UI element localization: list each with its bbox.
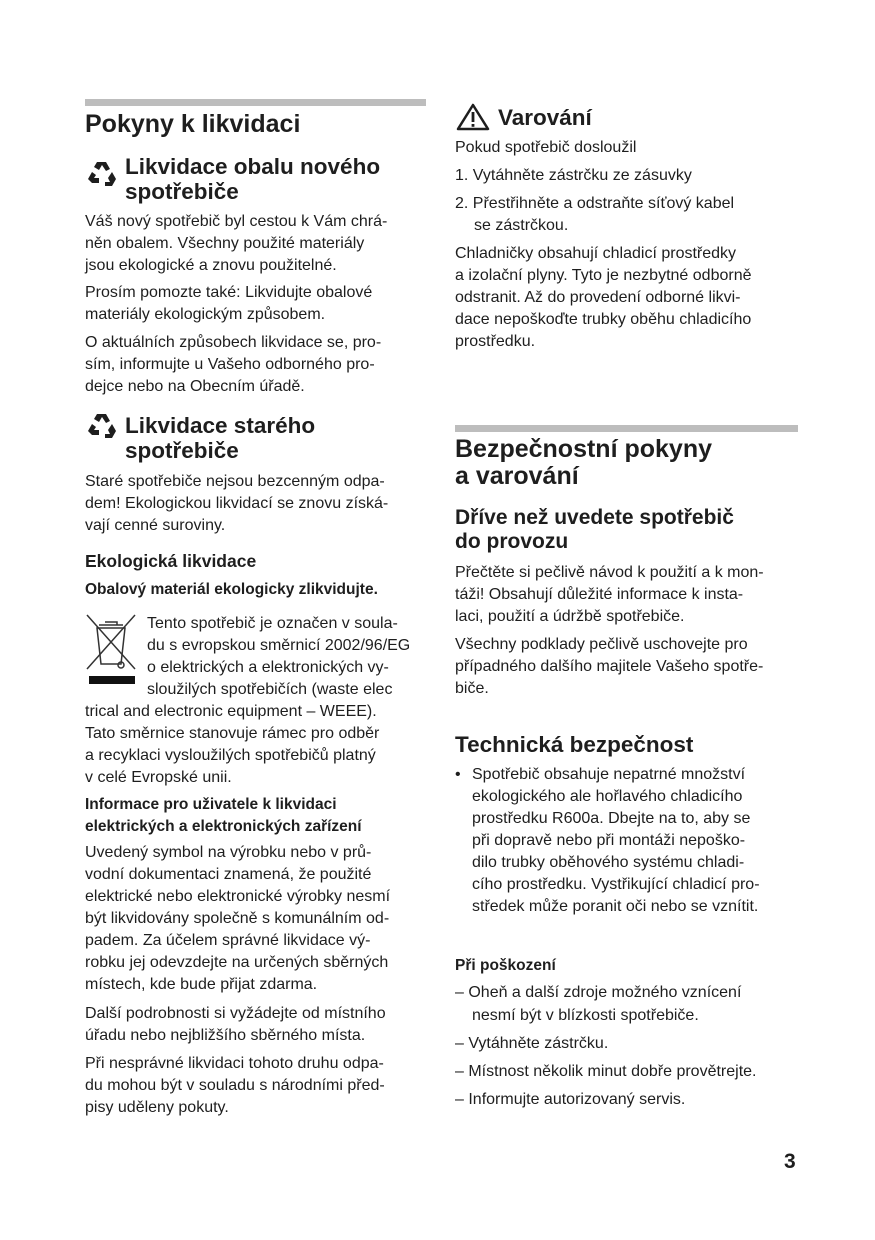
recycle-icon [87,160,117,188]
eco-subheading: Obalový materiál ekologicky zlikvidujte. [85,581,378,598]
text-line: a recyklaci vysloužilých spotřebičů platný [85,747,376,764]
subsection-heading: Technická bezpečnost [455,732,694,757]
step-item [455,193,734,215]
text-line: dejce nebo na Obecním úřadě. [85,378,305,395]
warning-title: Varování [498,105,592,130]
text-line: trical and electronic equipment – WEEE). [85,703,377,720]
text-line: O aktuálních způsobech likvidace se, pro- [85,334,382,351]
paragraph [85,842,390,996]
paragraph [455,137,636,159]
text-line: du s evropskou směrnicí 2002/96/EG [147,637,411,654]
paragraph [455,562,764,628]
text-line: Tento spotřebič je označen v soula- [147,615,398,632]
text-line: dace nepoškoďte trubky oběhu chladicího [455,311,752,328]
text-line: elektrických a elektronických zařízení [85,818,362,835]
text-line: prostředku. [455,333,536,350]
text-line: Staré spotřebiče nejsou bezcenným odpa- [85,473,385,490]
dash-item [455,1089,685,1111]
text-line: táži! Obsahují důležité informace k insta- [455,586,744,603]
bullet-item [472,764,760,918]
text-line: – Vytáhněte zástrčku. [455,1035,609,1052]
text-line: pisy uděleny pokuty. [85,1099,229,1116]
text-line: o elektrických a elektronických vy- [147,659,389,676]
text-line: Spotřebič obsahuje nepatrné množství [472,766,746,783]
text-line: případného dalšího majitele Vašeho spotře- [455,658,764,675]
text-line: spotřebiče [125,438,239,463]
text-line: 1. Vytáhněte zástrčku ze zásuvky [455,167,692,184]
text-line: Při nesprávné likvidaci tohoto druhu odpa- [85,1055,384,1072]
dash-item [455,982,741,1004]
text-line: Pokud spotřebič dosloužil [455,139,637,156]
text-line: dem! Ekologickou likvidací se znovu získá- [85,495,389,512]
text-line: – Místnost několik minut dobře provětrejte. [455,1063,757,1080]
text-line: něn obalem. Všechny použité materiály [85,235,365,252]
paragraph [85,211,387,277]
text-line: Dříve než uvedete spotřebič [455,506,734,529]
weee-text-continued [85,701,379,789]
text-line: Informace pro uživatele k likvidaci [85,796,337,813]
text-line: a izolační plyny. Tyto je nezbytné odborně [455,267,752,284]
text-line: být likvidovány společně s komunálním od- [85,910,390,927]
text-line: Další podrobnosti si vyžádejte od místního [85,1005,386,1022]
page-number: 3 [784,1150,796,1173]
eco-heading: Ekologická likvidace [85,551,257,571]
text-line: cího prostředku. Vystřikující chladicí pro- [472,876,760,893]
text-line: v celé Evropské unii. [85,769,232,786]
text-line: jsou ekologické a znovu použitelné. [85,257,337,274]
text-line: robku jej odevzdejte na určených sběrných [85,954,389,971]
text-line: vají cenné suroviny. [85,517,226,534]
recycle-icon [87,412,117,440]
section-title: Pokyny k likvidaci [85,110,301,138]
text-line: Likvidace starého [125,413,316,438]
paragraph [85,332,381,398]
text-line: středek může poranit oči nebo se vznítit. [472,898,759,915]
text-line: nesmí být v blízkosti spotřebiče. [472,1007,699,1024]
step-item [455,165,692,187]
warning-triangle-icon [456,103,490,131]
text-line: sím, informujte u Vašeho odborného pro- [85,356,375,373]
text-line: 2. Přestřihněte a odstraňte síťový kabel [455,195,735,212]
text-line: místech, kde bude přijat zdarma. [85,976,318,993]
text-line: Prosím pomozte také: Likvidujte obalové [85,284,373,301]
info-heading [85,794,362,838]
paragraph [85,282,372,326]
text-line: vodní dokumentaci znamená, že použité [85,866,372,883]
dash-item-continued [455,1005,699,1027]
text-line: Bezpečnostní pokyny [455,435,712,463]
text-line: ekologického ale hořlavého chladicího [472,788,743,805]
paragraph [455,243,751,353]
section-divider [455,425,798,432]
text-line: Chladničky obsahují chladicí prostředky [455,245,737,262]
text-line: Přečtěte si pečlivě návod k použití a k mon- [455,564,764,581]
text-line: laci, použití a údržbě spotřebiče. [455,608,685,625]
subsection-heading [455,506,734,554]
bullet-dot: • [455,766,461,783]
subsection-heading [125,154,380,204]
text-line: du mohou být v souladu s národními před- [85,1077,385,1094]
weee-text [147,613,410,701]
text-line: Tato směrnice stanovuje rámec pro odběr [85,725,380,742]
section-divider [85,99,426,106]
dash-item [455,1061,756,1083]
text-line: – Informujte autorizovaný servis. [455,1091,686,1108]
text-line: biče. [455,680,489,697]
text-line: elektrické nebo elektronické výrobky nesmí [85,888,391,905]
text-line: dilo trubky oběhového systému chladi- [472,854,745,871]
text-line: odstranit. Až do provedení odborné likvi- [455,289,741,306]
step-item-continued [455,215,568,237]
text-line: spotřebiče [125,179,239,204]
section-title [455,436,712,490]
paragraph [85,471,388,537]
paragraph [85,1003,386,1047]
text-line: do provozu [455,530,569,553]
text-line: Uvedený symbol na výrobku nebo v prů- [85,844,372,861]
crossed-out-bin-icon [85,613,137,687]
text-line: úřadu nebo nejbližšího sběrného místa. [85,1027,366,1044]
text-line: se zástrčkou. [474,217,569,234]
text-line: Všechny podklady pečlivě uschovejte pro [455,636,748,653]
text-line: – Oheň a další zdroje možného vznícení [455,984,742,1001]
text-line: a varování [455,462,579,490]
dash-item [455,1033,608,1055]
text-line: prostředku R600a. Dbejte na to, aby se [472,810,751,827]
text-line: padem. Za účelem správné likvidace vý- [85,932,371,949]
subsection-heading [125,413,315,463]
paragraph [455,634,763,700]
text-line: Likvidace obalu nového [125,154,381,179]
paragraph [85,1053,385,1119]
damage-heading: Při poškození [455,957,556,974]
text-line: materiály ekologickým způsobem. [85,306,326,323]
text-line: Váš nový spotřebič byl cestou k Vám chrá- [85,213,388,230]
text-line: sloužilých spotřebičích (waste elec [147,681,393,698]
text-line: při dopravě nebo při montáži nepoško- [472,832,746,849]
